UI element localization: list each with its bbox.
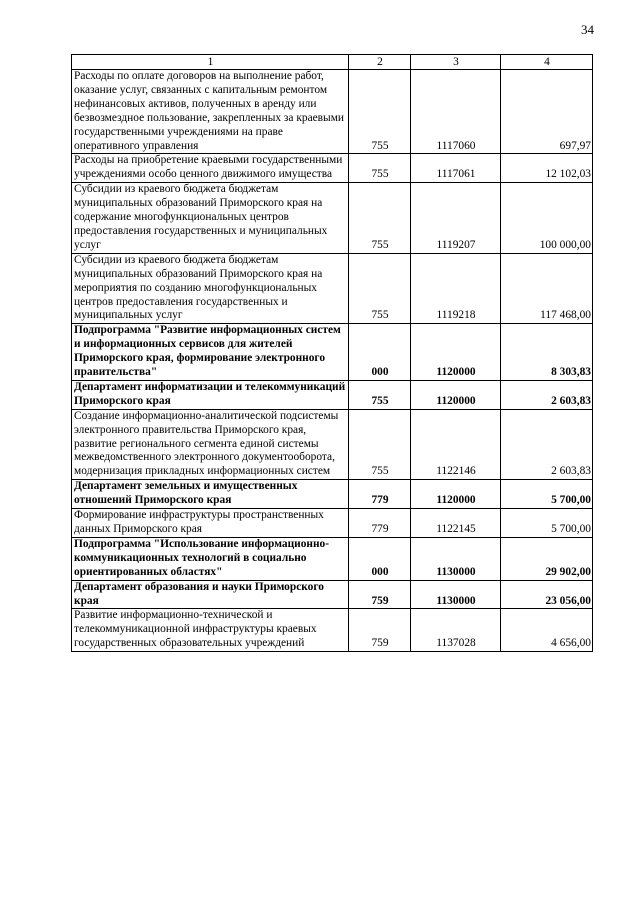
table-row — [72, 537, 593, 580]
column-header: 1 — [72, 55, 349, 70]
row-target-code: 1122145 — [411, 509, 501, 538]
row-target-code: 1117060 — [411, 70, 501, 154]
row-name: Подпрограмма "Использование информационно-коммуникационных технологий в социально ориентированных областях" — [72, 537, 349, 580]
row-amount: 117 468,00 — [501, 253, 593, 324]
table-row — [72, 70, 593, 154]
table-header-row — [72, 55, 593, 70]
row-target-code: 1137028 — [411, 609, 501, 652]
row-amount: 8 303,83 — [501, 324, 593, 381]
row-amount: 23 056,00 — [501, 580, 593, 609]
row-name: Расходы на приобретение краевыми государственными учреждениями особо ценного движимого имущества — [72, 154, 349, 183]
table-row — [72, 480, 593, 509]
row-name: Департамент информатизации и телекоммуникаций Приморского края — [72, 380, 349, 409]
row-amount: 5 700,00 — [501, 509, 593, 538]
row-target-code: 1130000 — [411, 537, 501, 580]
row-target-code: 1122146 — [411, 409, 501, 480]
row-department-code: 755 — [349, 154, 411, 183]
row-target-code: 1120000 — [411, 324, 501, 381]
row-name: Формирование инфраструктуры пространственных данных Приморского края — [72, 509, 349, 538]
row-department-code: 000 — [349, 324, 411, 381]
row-target-code: 1120000 — [411, 380, 501, 409]
row-department-code: 759 — [349, 609, 411, 652]
row-department-code: 779 — [349, 509, 411, 538]
table-row — [72, 154, 593, 183]
row-department-code: 000 — [349, 537, 411, 580]
row-amount: 100 000,00 — [501, 183, 593, 254]
row-department-code: 759 — [349, 580, 411, 609]
table-row — [72, 380, 593, 409]
row-target-code: 1117061 — [411, 154, 501, 183]
row-department-code: 755 — [349, 409, 411, 480]
row-target-code: 1130000 — [411, 580, 501, 609]
row-name: Департамент земельных и имущественных отношений Приморского края — [72, 480, 349, 509]
row-target-code: 1119218 — [411, 253, 501, 324]
table-row — [72, 183, 593, 254]
row-department-code: 779 — [349, 480, 411, 509]
row-amount: 29 902,00 — [501, 537, 593, 580]
row-amount: 5 700,00 — [501, 480, 593, 509]
row-name: Подпрограмма "Развитие информационных систем и информационных сервисов для жителей Приморского края, формирование электронного правительства" — [72, 324, 349, 381]
row-amount: 697,97 — [501, 70, 593, 154]
row-target-code: 1120000 — [411, 480, 501, 509]
row-name: Субсидии из краевого бюджета бюджетам муниципальных образований Приморского края на мероприятия по созданию многофункциональных центров предоставления государственных и муниципальных услуг — [72, 253, 349, 324]
row-name: Субсидии из краевого бюджета бюджетам муниципальных образований Приморского края на содержание многофункциональных центров предоставления государственных и муниципальных услуг — [72, 183, 349, 254]
column-header: 2 — [349, 55, 411, 70]
budget-table — [71, 54, 593, 652]
row-amount: 4 656,00 — [501, 609, 593, 652]
row-name: Развитие информационно-технической и телекоммуникационной инфраструктуры краевых государственных образовательных учреждений — [72, 609, 349, 652]
table-row — [72, 409, 593, 480]
row-department-code: 755 — [349, 253, 411, 324]
row-amount: 12 102,03 — [501, 154, 593, 183]
table-row — [72, 609, 593, 652]
page-number: 34 — [581, 22, 594, 37]
row-department-code: 755 — [349, 70, 411, 154]
column-header: 4 — [501, 55, 593, 70]
table-row — [72, 509, 593, 538]
row-department-code: 755 — [349, 183, 411, 254]
row-department-code: 755 — [349, 380, 411, 409]
row-target-code: 1119207 — [411, 183, 501, 254]
row-name: Расходы по оплате договоров на выполнение работ, оказание услуг, связанных с капитальным ремонтом нефинансовых активов, полученных в аренду или безвозмездное пользование, закрепленных за краевыми государственными учреждениями на праве оперативного управления — [72, 70, 349, 154]
row-name: Создание информационно-аналитической подсистемы электронного правительства Приморского края, развитие региональнoго сегмента единой системы межведомственного электронного документооборота, модернизация прикладных информационных систем — [72, 409, 349, 480]
table-row — [72, 253, 593, 324]
table-row — [72, 324, 593, 381]
row-amount: 2 603,83 — [501, 409, 593, 480]
column-header: 3 — [411, 55, 501, 70]
row-name: Департамент образования и науки Приморского края — [72, 580, 349, 609]
table-row — [72, 580, 593, 609]
row-amount: 2 603,83 — [501, 380, 593, 409]
